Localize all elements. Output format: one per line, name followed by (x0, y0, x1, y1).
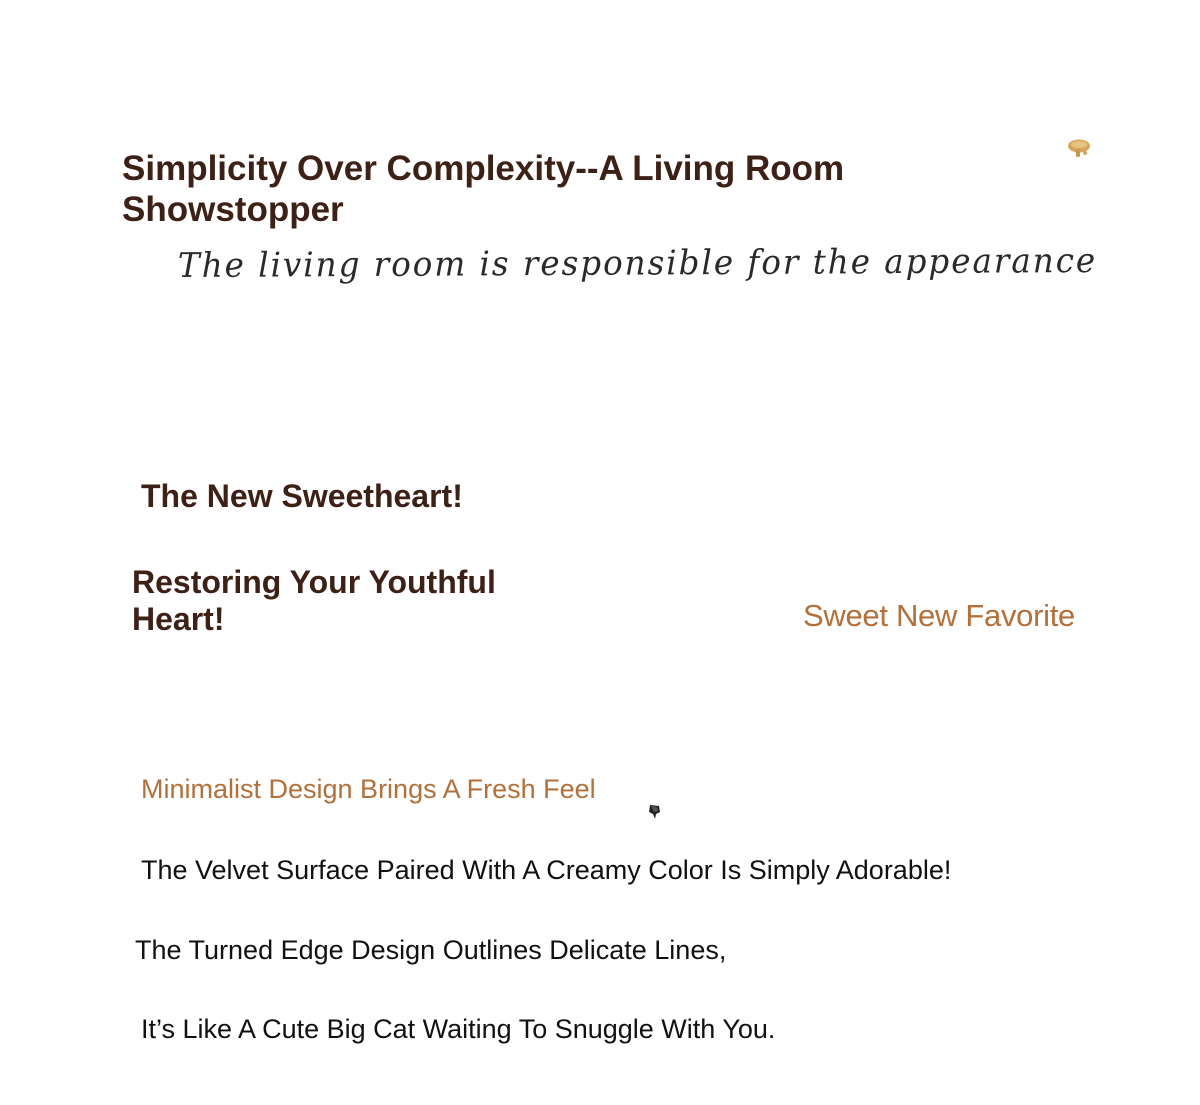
body-line-velvet: The Velvet Surface Paired With A Creamy Color Is Simply Adorable! (141, 855, 952, 885)
sweetheart-title: The New Sweetheart! (141, 478, 463, 514)
pin-icon (647, 803, 663, 821)
body-line-turned-edge: The Turned Edge Design Outlines Delicate Lines, (135, 935, 727, 965)
script-tagline: The living room is responsible for the appearance (177, 240, 1098, 286)
hero-title: Simplicity Over Complexity--A Living Room Showstopper (122, 149, 845, 229)
body-line-big-cat: It’s Like A Cute Big Cat Waiting To Snuggle With You. (141, 1014, 776, 1044)
minimalist-heading: Minimalist Design Brings A Fresh Feel (141, 774, 596, 804)
restoring-title: Restoring Your Youthful Heart! (132, 564, 496, 637)
sweet-new-favorite: Sweet New Favorite (803, 598, 1075, 633)
mushroom-icon (1066, 137, 1092, 159)
